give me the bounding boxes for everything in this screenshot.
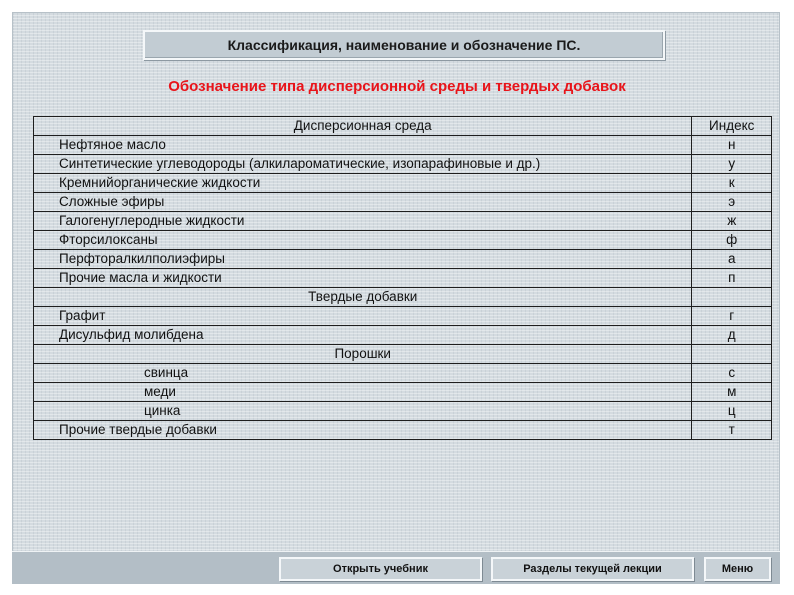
table-row [34, 383, 772, 402]
table-row [34, 136, 772, 155]
column-header-index: Индекс [692, 117, 772, 136]
open-textbook-button[interactable]: Открыть учебник [279, 557, 482, 581]
slide-title-text: Классификация, наименование и обозначение ПС. [227, 37, 581, 53]
table-row [34, 212, 772, 231]
row-index: ж [692, 212, 772, 231]
row-name: Галогенуглеродные жидкости [34, 212, 692, 231]
table-row [34, 231, 772, 250]
row-index: м [692, 383, 772, 402]
slide-subtitle: Обозначение типа дисперсионной среды и твердых добавок [168, 78, 626, 95]
row-index: г [692, 307, 772, 326]
row-index: с [692, 364, 772, 383]
row-name: Дисульфид молибдена [34, 326, 692, 345]
row-name: Сложные эфиры [34, 193, 692, 212]
row-name: свинца [34, 364, 692, 383]
row-name: Прочие твердые добавки [34, 421, 692, 440]
row-name: Перфторалкилполиэфиры [34, 250, 692, 269]
row-index: у [692, 155, 772, 174]
row-name: Прочие масла и жидкости [34, 269, 692, 288]
table-section-row [34, 288, 772, 307]
row-name: Фторсилоксаны [34, 231, 692, 250]
table-row [34, 250, 772, 269]
table-row [34, 307, 772, 326]
row-name: Нефтяное масло [34, 136, 692, 155]
table-row [34, 155, 772, 174]
row-index: к [692, 174, 772, 193]
table-header-row [34, 117, 772, 136]
table-row [34, 364, 772, 383]
menu-button[interactable]: Меню [704, 557, 771, 581]
row-name: Кремнийорганические жидкости [34, 174, 692, 193]
table-row [34, 402, 772, 421]
row-name: Синтетические углеводороды (алкилароматические, изопарафиновые и др.) [34, 155, 692, 174]
lecture-sections-button[interactable]: Разделы текущей лекции [491, 557, 694, 581]
section-solid-additives: Твердые добавки [34, 288, 692, 307]
row-name: цинка [34, 402, 692, 421]
designation-table [33, 116, 772, 440]
table-row [34, 193, 772, 212]
table-row [34, 174, 772, 193]
row-index: ф [692, 231, 772, 250]
slide-title [143, 30, 665, 60]
row-index: п [692, 269, 772, 288]
row-name: меди [34, 383, 692, 402]
row-index [692, 288, 772, 307]
table-row [34, 326, 772, 345]
column-header-medium: Дисперсионная среда [34, 117, 692, 136]
row-index: д [692, 326, 772, 345]
table-row [34, 269, 772, 288]
table-section-row [34, 345, 772, 364]
row-index: э [692, 193, 772, 212]
section-powders: Порошки [34, 345, 692, 364]
row-index: а [692, 250, 772, 269]
row-index [692, 345, 772, 364]
table-row [34, 421, 772, 440]
row-index: т [692, 421, 772, 440]
row-index: ц [692, 402, 772, 421]
row-index: н [692, 136, 772, 155]
row-name: Графит [34, 307, 692, 326]
